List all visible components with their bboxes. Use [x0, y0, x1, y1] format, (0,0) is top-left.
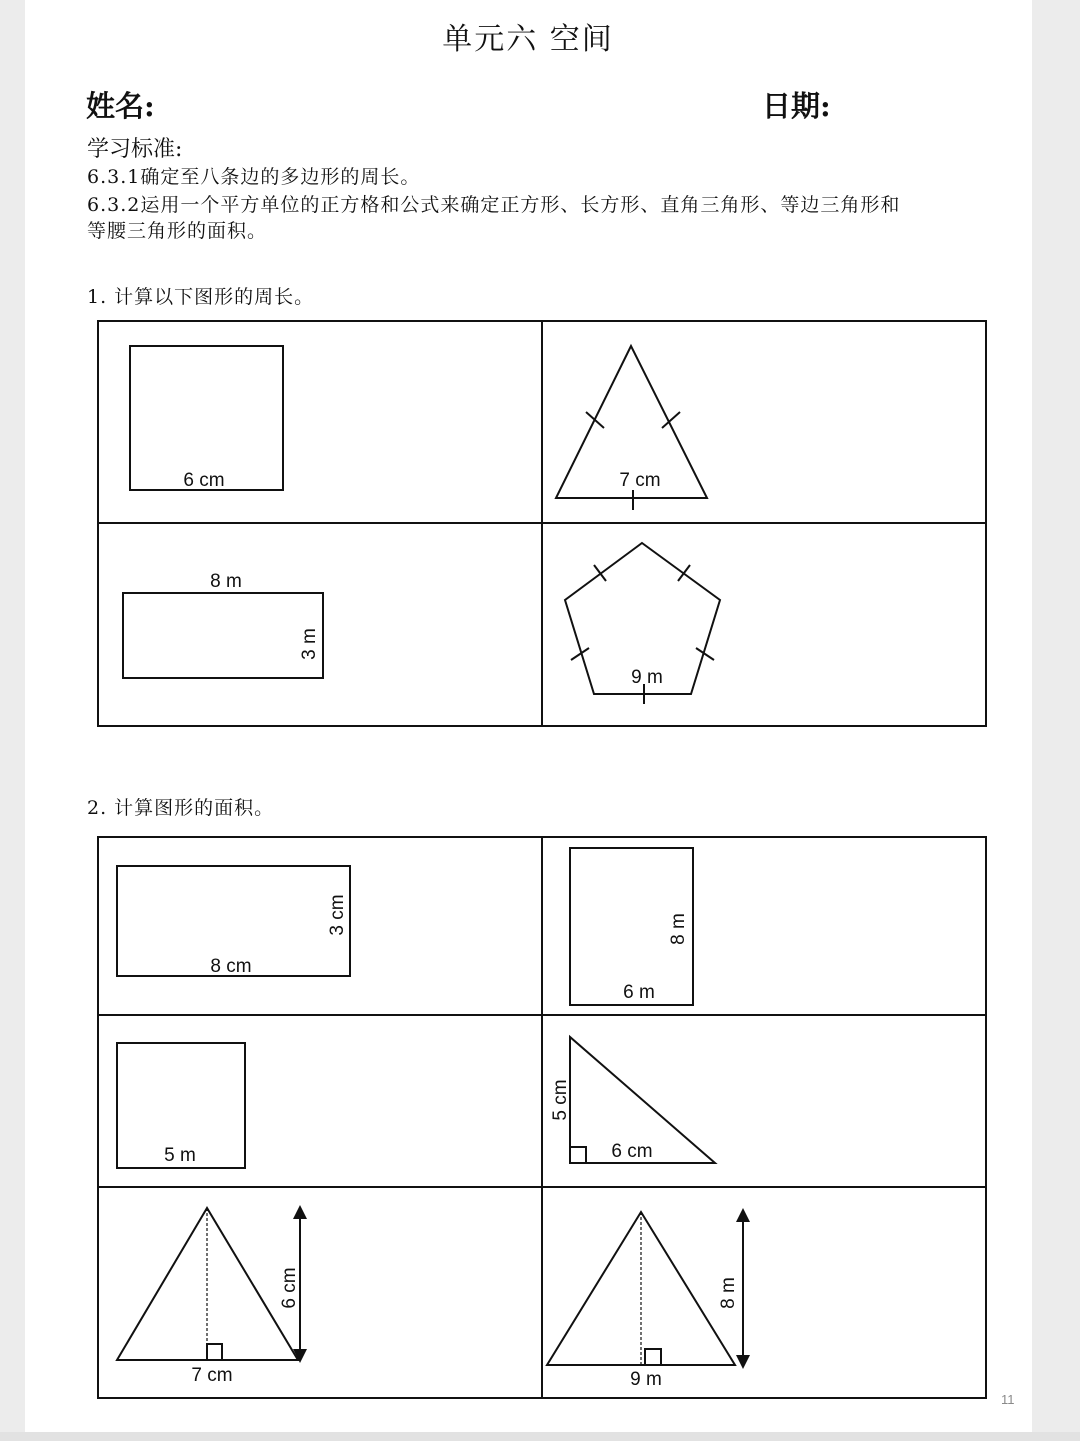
q2-rectangle-b-height-label: 8 m [668, 913, 689, 945]
q2-rectangle-a-length-label: 8 cm [210, 956, 252, 977]
q2-square-figure [117, 1043, 245, 1168]
standard-6-3-2-continued: 等腰三角形的面积。 [87, 220, 268, 242]
q2-triangle-b-height-label: 8 m [718, 1277, 739, 1309]
q1-pentagon-side-label: 9 m [631, 667, 663, 688]
standard-6-3-2: 6.3.2运用一个平方单位的正方格和公式来确定正方形、长方形、直角三角形、等边三角形和 [87, 194, 901, 216]
question-2-prompt: 2. 计算图形的面积。 [87, 797, 275, 819]
question-1-prompt: 1. 计算以下图形的周长。 [87, 286, 315, 308]
q1-rectangle-length-label: 8 m [210, 571, 242, 592]
q2-triangle-b-right-angle-mark [645, 1349, 661, 1365]
q1-pentagon-tick-upper-left [594, 565, 606, 581]
q1-square-shape [130, 346, 283, 490]
learning-standards-heading: 学习标准: [87, 137, 183, 162]
q1-square-figure [130, 346, 283, 491]
q2-right-triangle-height-label: 5 cm [550, 1079, 571, 1121]
q1-pentagon-figure [565, 543, 720, 704]
page-number: 11 [1001, 1392, 1015, 1407]
q2-rectangle-b-figure [570, 848, 693, 1005]
q2-right-angle-mark [570, 1147, 586, 1163]
q2-triangle-a-right-angle-mark [207, 1344, 222, 1360]
name-label: 姓名: [86, 89, 155, 123]
q2-rectangle-a-width-label: 3 cm [327, 894, 348, 936]
q1-square-side-label: 6 cm [183, 470, 225, 491]
q2-triangle-b-figure [547, 1212, 743, 1390]
q2-triangle-a-figure [117, 1208, 300, 1386]
q1-pentagon-tick-upper-right [678, 565, 690, 581]
q2-triangle-a-base-label: 7 cm [191, 1365, 233, 1386]
q2-square-side-label: 5 m [164, 1145, 196, 1166]
q2-triangle-b-base-label: 9 m [630, 1369, 662, 1390]
q1-rectangle-shape [123, 593, 323, 678]
q2-rectangle-a-figure [117, 866, 350, 977]
worksheet-title: 单元六 空间 [442, 22, 614, 57]
q1-triangle-tick-left [586, 412, 604, 428]
q2-rectangle-b-width-label: 6 m [623, 982, 655, 1003]
q1-triangle-figure [556, 346, 707, 510]
q1-rectangle-figure [123, 571, 323, 678]
q2-right-triangle-base-label: 6 cm [611, 1141, 653, 1162]
standard-6-3-1: 6.3.1确定至八条边的多边形的周长。 [87, 166, 421, 188]
q2-right-triangle-figure [550, 1037, 715, 1163]
q2-triangle-a-height-label: 6 cm [279, 1267, 300, 1309]
q1-triangle-side-label: 7 cm [619, 470, 661, 491]
date-label: 日期: [762, 89, 831, 123]
q1-rectangle-width-label: 3 m [299, 628, 320, 660]
